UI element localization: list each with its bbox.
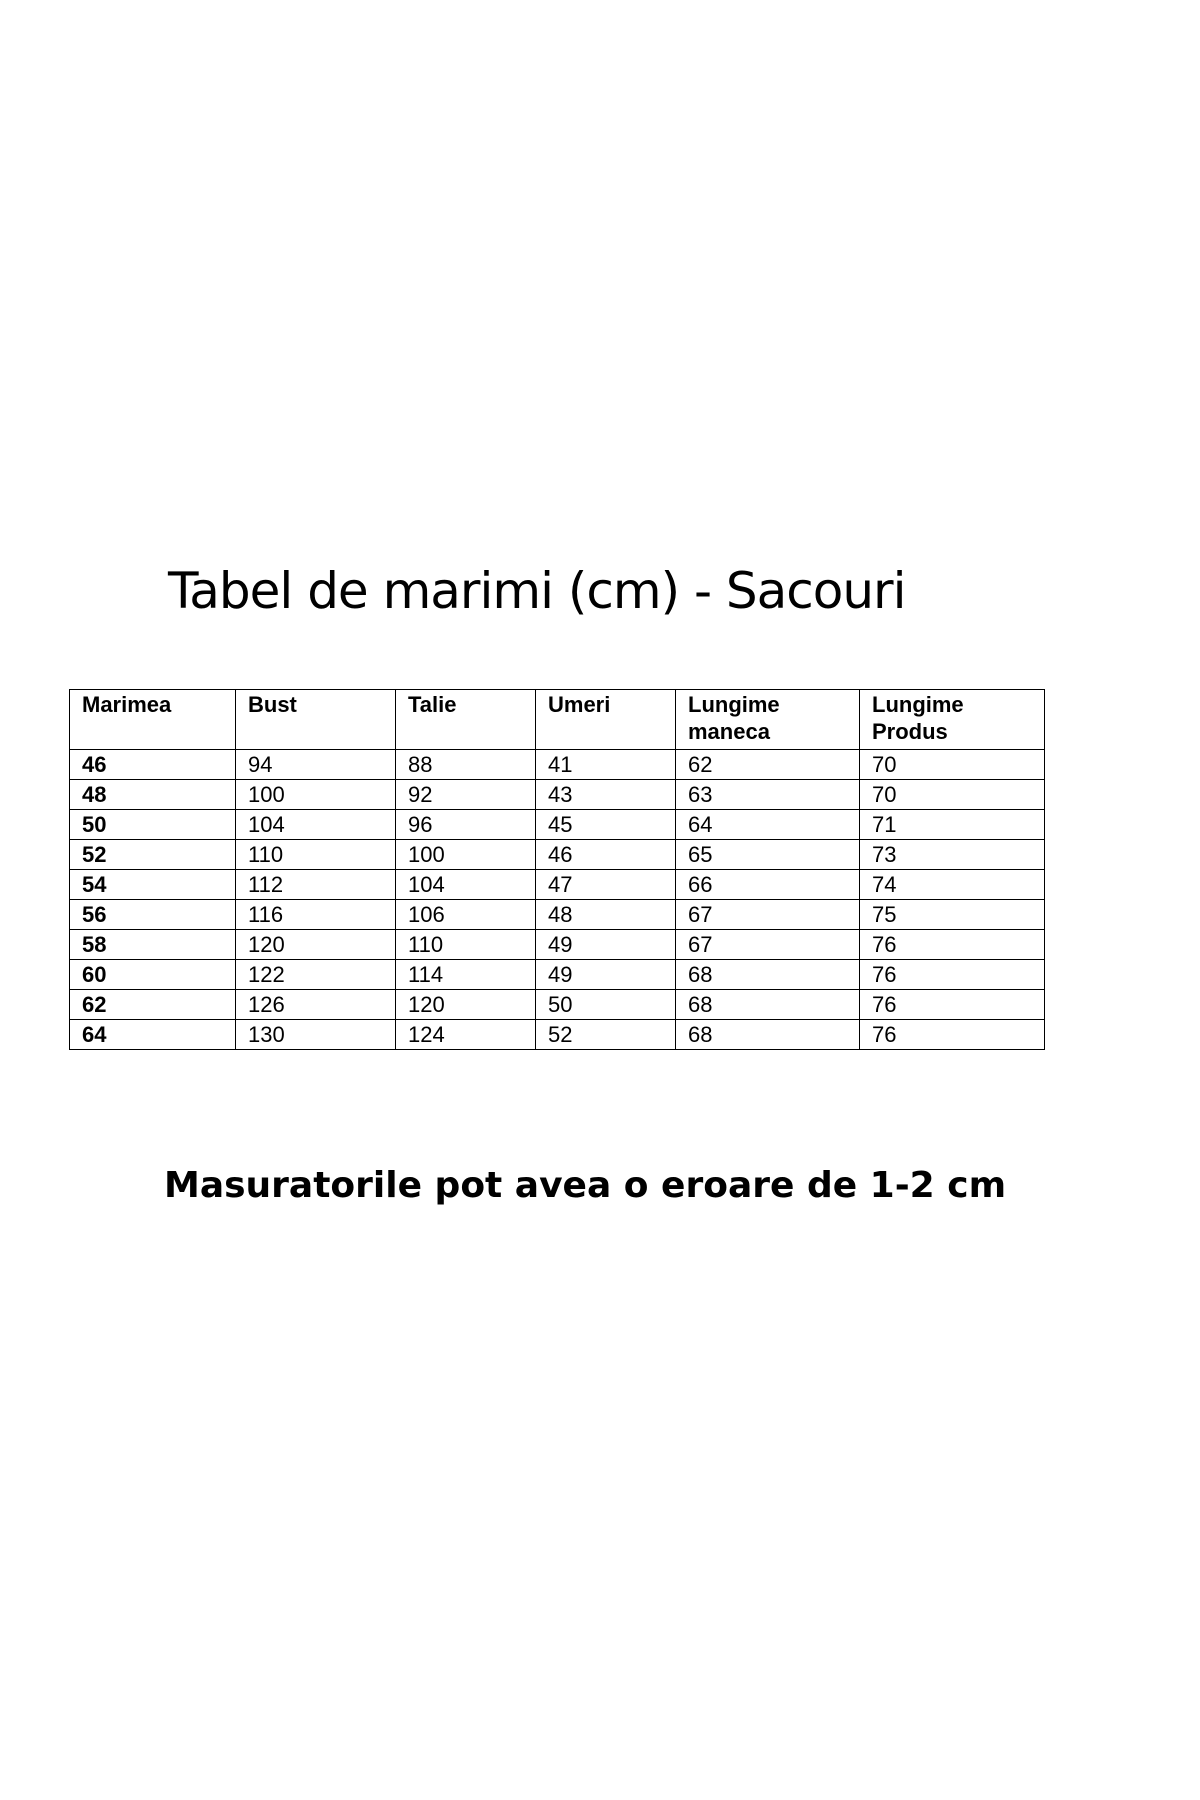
umeri-cell: 46 <box>536 840 676 870</box>
talie-cell: 88 <box>396 750 536 780</box>
table-row <box>70 780 1045 810</box>
umeri-cell: 41 <box>536 750 676 780</box>
umeri-cell: 52 <box>536 1020 676 1050</box>
lungime-maneca-cell: 63 <box>676 780 860 810</box>
talie-cell: 120 <box>396 990 536 1020</box>
table-row <box>70 960 1045 990</box>
lungime-produs-cell: 76 <box>860 1020 1045 1050</box>
lungime-produs-cell: 70 <box>860 750 1045 780</box>
umeri-cell: 47 <box>536 870 676 900</box>
size-cell: 48 <box>70 780 236 810</box>
talie-cell: 124 <box>396 1020 536 1050</box>
lungime-maneca-cell: 68 <box>676 1020 860 1050</box>
lungime-maneca-cell: 62 <box>676 750 860 780</box>
header-lungime-produs: Lungime Produs <box>860 690 1045 750</box>
lungime-maneca-cell: 64 <box>676 810 860 840</box>
table-row <box>70 750 1045 780</box>
lungime-maneca-cell: 67 <box>676 900 860 930</box>
size-cell: 52 <box>70 840 236 870</box>
bust-cell: 126 <box>236 990 396 1020</box>
size-cell: 46 <box>70 750 236 780</box>
umeri-cell: 50 <box>536 990 676 1020</box>
table-header-row <box>70 690 1045 750</box>
umeri-cell: 49 <box>536 960 676 990</box>
header-umeri: Umeri <box>536 690 676 750</box>
umeri-cell: 49 <box>536 930 676 960</box>
table-row <box>70 930 1045 960</box>
lungime-maneca-cell: 65 <box>676 840 860 870</box>
header-lungime-maneca: Lungime maneca <box>676 690 860 750</box>
table-row <box>70 1020 1045 1050</box>
bust-cell: 122 <box>236 960 396 990</box>
talie-cell: 96 <box>396 810 536 840</box>
bust-cell: 100 <box>236 780 396 810</box>
lungime-produs-cell: 73 <box>860 840 1045 870</box>
table-row <box>70 840 1045 870</box>
table-row <box>70 870 1045 900</box>
size-cell: 62 <box>70 990 236 1020</box>
size-table <box>69 689 1045 1050</box>
lungime-maneca-cell: 68 <box>676 960 860 990</box>
lungime-maneca-cell: 67 <box>676 930 860 960</box>
size-cell: 56 <box>70 900 236 930</box>
table-row <box>70 990 1045 1020</box>
umeri-cell: 45 <box>536 810 676 840</box>
lungime-produs-cell: 71 <box>860 810 1045 840</box>
bust-cell: 120 <box>236 930 396 960</box>
lungime-produs-cell: 70 <box>860 780 1045 810</box>
lungime-maneca-cell: 66 <box>676 870 860 900</box>
table-row <box>70 900 1045 930</box>
umeri-cell: 48 <box>536 900 676 930</box>
size-cell: 54 <box>70 870 236 900</box>
talie-cell: 100 <box>396 840 536 870</box>
size-cell: 60 <box>70 960 236 990</box>
talie-cell: 110 <box>396 930 536 960</box>
lungime-produs-cell: 76 <box>860 990 1045 1020</box>
talie-cell: 104 <box>396 870 536 900</box>
lungime-maneca-cell: 68 <box>676 990 860 1020</box>
table-row <box>70 810 1045 840</box>
header-talie: Talie <box>396 690 536 750</box>
bust-cell: 130 <box>236 1020 396 1050</box>
bust-cell: 104 <box>236 810 396 840</box>
size-cell: 64 <box>70 1020 236 1050</box>
bust-cell: 110 <box>236 840 396 870</box>
lungime-produs-cell: 74 <box>860 870 1045 900</box>
measurement-disclaimer: Masuratorile pot avea o eroare de 1-2 cm <box>164 1165 1007 1206</box>
header-bust: Bust <box>236 690 396 750</box>
umeri-cell: 43 <box>536 780 676 810</box>
lungime-produs-cell: 76 <box>860 960 1045 990</box>
bust-cell: 112 <box>236 870 396 900</box>
talie-cell: 92 <box>396 780 536 810</box>
page-title: Tabel de marimi (cm) - Sacouri <box>168 562 906 620</box>
talie-cell: 114 <box>396 960 536 990</box>
talie-cell: 106 <box>396 900 536 930</box>
size-cell: 58 <box>70 930 236 960</box>
bust-cell: 94 <box>236 750 396 780</box>
lungime-produs-cell: 75 <box>860 900 1045 930</box>
bust-cell: 116 <box>236 900 396 930</box>
header-marimea: Marimea <box>70 690 236 750</box>
lungime-produs-cell: 76 <box>860 930 1045 960</box>
size-cell: 50 <box>70 810 236 840</box>
